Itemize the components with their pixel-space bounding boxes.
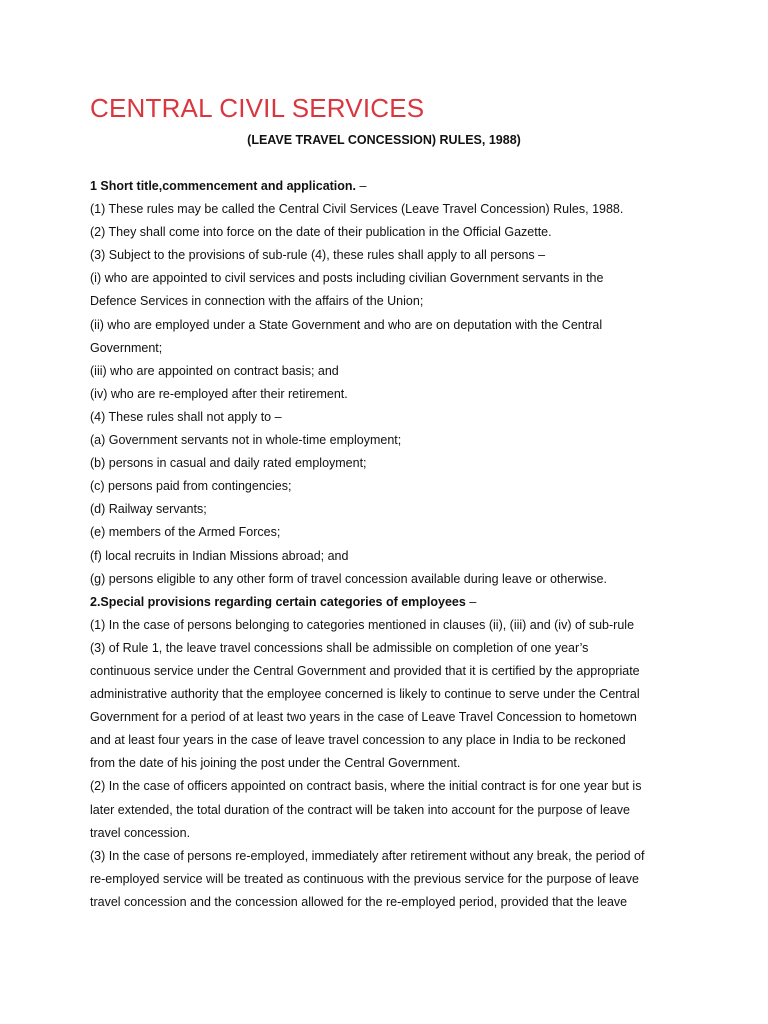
section-1-line: Defence Services in connection with the affairs of the Union; (90, 294, 424, 309)
section-2-line: administrative authority that the employee concerned is likely to continue to serve under the Central (90, 687, 640, 702)
section-2-line: (2) In the case of officers appointed on contract basis, where the initial contract is for one year but is (90, 779, 642, 794)
section-1-line: (a) Government servants not in whole-time employment; (90, 433, 402, 448)
section-2-line: later extended, the total duration of the contract will be taken into account for the purpose of leave (90, 802, 630, 817)
section-1-line: (b) persons in casual and daily rated employment; (90, 456, 367, 471)
section-2-line: (1) In the case of persons belonging to categories mentioned in clauses (ii), (iii) and (iv) of sub-rule (90, 617, 635, 632)
section-2-line: (3) of Rule 1, the leave travel concessions shall be admissible on completion of one year’s (90, 640, 589, 655)
section-2-line: continuous service under the Central Government and provided that it is certified by the appropriate (90, 663, 640, 678)
section-1-line: (i) who are appointed to civil services and posts including civilian Government servants in the (90, 271, 604, 286)
section-2-line: from the date of his joining the post under the Central Government. (90, 756, 461, 771)
section-2-line: re-employed service will be treated as continuous with the previous service for the purpose of leave (90, 871, 639, 886)
section-2-line: Government for a period of at least two years in the case of Leave Travel Concession to hometown (90, 710, 637, 725)
section-2-line: (3) In the case of persons re-employed, immediately after retirement without any break, the period of (90, 848, 645, 863)
section-1-line: (3) Subject to the provisions of sub-rule (4), these rules shall apply to all persons – (90, 248, 546, 263)
section-1-line: (c) persons paid from contingencies; (90, 479, 292, 494)
section-2-line: travel concession and the concession allowed for the re-employed period, provided that the leave (90, 894, 628, 909)
section-1-line: (iii) who are appointed on contract basis; and (90, 363, 339, 378)
section-2-line: travel concession. (90, 825, 191, 840)
section-1-line: (1) These rules may be called the Central Civil Services (Leave Travel Concession) Rules, 1988. (90, 202, 624, 217)
section-1-line: (e) members of the Armed Forces; (90, 525, 281, 540)
section-1-heading-line (90, 175, 690, 198)
document-title: CENTRAL CIVIL SERVICES (90, 93, 425, 123)
section-2-heading-line (90, 591, 690, 614)
section-1-line: (ii) who are employed under a State Government and who are on deputation with the Central (90, 317, 603, 332)
section-2-line: and at least four years in the case of leave travel concession to any place in India to be reckoned (90, 733, 626, 748)
section-2-heading: 2.Special provisions regarding certain categories of employees (90, 594, 466, 609)
section-1-line: (d) Railway servants; (90, 502, 207, 517)
document-subtitle: (LEAVE TRAVEL CONCESSION) RULES, 1988) (247, 133, 521, 147)
section-2-heading-dash: – (465, 594, 477, 609)
document-body (90, 175, 690, 914)
section-1-heading-dash: – (356, 179, 367, 193)
section-1-heading: 1 Short title,commencement and application. (90, 179, 357, 193)
section-1-line: (f) local recruits in Indian Missions abroad; and (90, 548, 349, 563)
section-1-line: (2) They shall come into force on the date of their publication in the Official Gazette. (90, 225, 552, 240)
section-1-line: (4) These rules shall not apply to – (90, 409, 282, 424)
section-1-line: (iv) who are re-employed after their retirement. (90, 386, 348, 401)
section-1-line: (g) persons eligible to any other form of travel concession available during leave or otherwise. (90, 571, 607, 586)
section-1-line: Government; (90, 340, 163, 355)
